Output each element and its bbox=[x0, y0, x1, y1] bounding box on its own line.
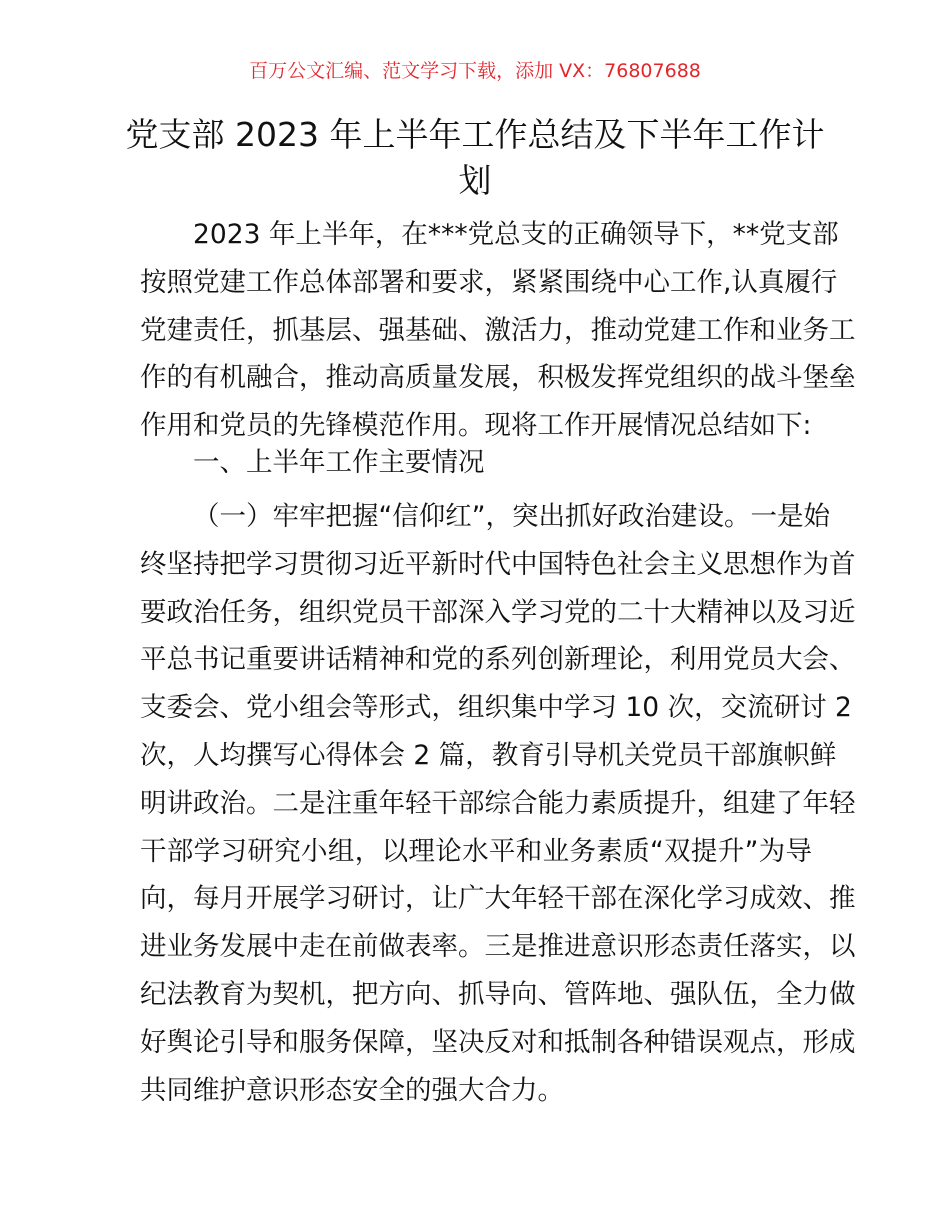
text-line: 党建责任，抓基层、强基础、激活力，推动党建工作和业务工 bbox=[140, 314, 856, 346]
watermark-banner: 百万公文汇编、范文学习下载，添加 VX：76807688 bbox=[249, 60, 701, 82]
text-line: 2023 年上半年，在***党总支的正确领导下，**党支部 bbox=[193, 219, 839, 250]
text-line: 终坚持把学习贯彻习近平新时代中国特色社会主义思想作为首 bbox=[140, 548, 856, 580]
document-title bbox=[40, 112, 910, 204]
text-line: 好舆论引导和服务保障，坚决反对和抵制各种错误观点，形成 bbox=[140, 1026, 856, 1058]
heading-text: 一、上半年工作主要情况 bbox=[193, 447, 485, 478]
text-line: 作用和党员的先锋模范作用。现将工作开展情况总结如下: bbox=[140, 410, 812, 442]
text-line: 次，人均撰写心得体会 2 篇，教育引导机关党员干部旗帜鲜 bbox=[140, 739, 837, 771]
text-line: 共同维护意识形态安全的强大合力。 bbox=[140, 1074, 564, 1106]
section-heading bbox=[140, 446, 812, 494]
text-line: 作的有机融合，推动高质量发展，积极发挥党组织的战斗堡垒 bbox=[140, 362, 856, 394]
intro-paragraph bbox=[140, 218, 856, 457]
section1-paragraph bbox=[140, 500, 856, 1121]
text-line: （一）牢牢把握“信仰红”，突出抓好政治建设。一是始 bbox=[193, 501, 830, 532]
text-line: 干部学习研究小组，以理论水平和业务素质“双提升”为导 bbox=[140, 835, 812, 867]
text-line: 纪法教育为契机，把方向、抓导向、管阵地、强队伍，全力做 bbox=[140, 978, 856, 1010]
text-line: 进业务发展中走在前做表率。三是推进意识形态责任落实，以 bbox=[140, 931, 856, 963]
title-line: 划 bbox=[458, 161, 492, 200]
text-line: 向，每月开展学习研讨，让广大年轻干部在深化学习成效、推 bbox=[140, 883, 856, 915]
text-line: 要政治任务，组织党员干部深入学习党的二十大精神以及习近 bbox=[140, 596, 856, 628]
text-line: 支委会、党小组会等形式，组织集中学习 10 次，交流研讨 2 bbox=[140, 692, 852, 724]
title-line: 党支部 2023 年上半年工作总结及下半年工作计 bbox=[125, 115, 825, 154]
text-line: 明讲政治。二是注重年轻干部综合能力素质提升，组建了年轻 bbox=[140, 787, 856, 819]
text-line: 平总书记重要讲话精神和党的系列创新理论，利用党员大会、 bbox=[140, 644, 856, 676]
text-line: 按照党建工作总体部署和要求，紧紧围绕中心工作,认真履行 bbox=[140, 266, 838, 298]
